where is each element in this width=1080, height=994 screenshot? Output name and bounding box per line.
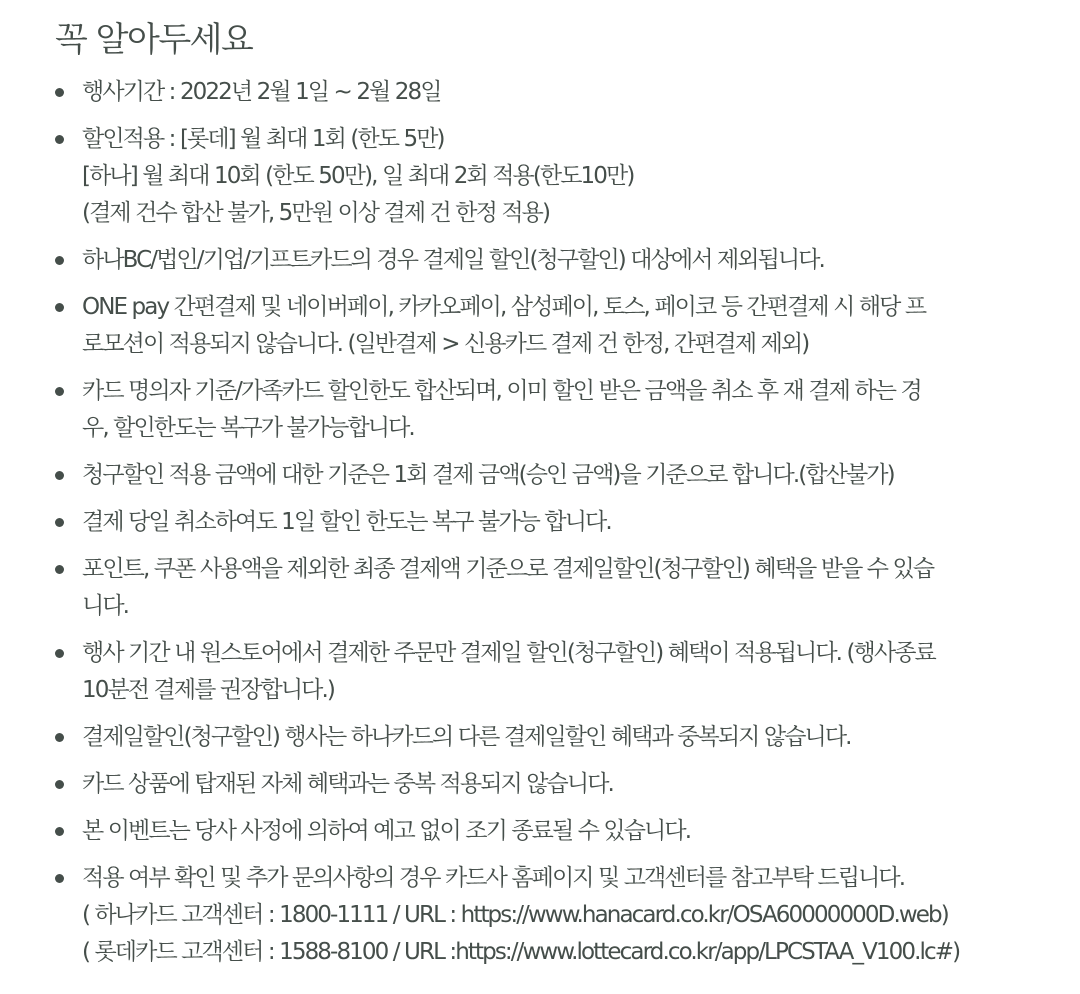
notice-line: ONE pay 간편결제 및 네이버페이, 카카오페이, 삼성페이, 토스, 페이코 등 간편결제 시 해당 프: [82, 294, 926, 320]
notice-line: 본 이벤트는 당사 사정에 의하여 예고 없이 조기 종료될 수 있습니다.: [82, 818, 691, 844]
notice-line: 카드 명의자 기준/가족카드 할인한도 합산되며, 이미 할인 받은 금액을 취소 후 재 결제 하는 경: [82, 378, 921, 404]
notice-line: 청구할인 적용 금액에 대한 기준은 1회 결제 금액(승인 금액)을 기준으로 합니다.(합산불가): [82, 462, 894, 488]
notice-item-no-duplicate-card-benefits: [55, 766, 1040, 803]
notice-item-points-coupons: [55, 551, 1040, 625]
bullet-icon: [55, 256, 64, 265]
notice-line: 결제일할인(청구할인) 행사는 하나카드의 다른 결제일할인 혜택과 중복되지 않습니다.: [82, 724, 851, 750]
bullet-icon: [55, 733, 64, 742]
notice-line: 10분전 결제를 권장합니다.): [82, 677, 334, 703]
notice-item-no-duplicate-hana: [55, 719, 1040, 756]
notice-line: 우, 할인한도는 복구가 불가능합니다.: [82, 415, 414, 441]
bullet-icon: [55, 88, 64, 97]
notice-line: 적용 여부 확인 및 추가 문의사항의 경우 카드사 홈페이지 및 고객센터를 참고부탁 드립니다.: [82, 865, 905, 891]
notice-line: 행사기간 : 2022년 2월 1일 ~ 2월 28일: [82, 79, 441, 105]
notice-item-discount-application: [55, 121, 1040, 232]
bullet-icon: [55, 565, 64, 574]
notice-line: (결제 건수 합산 불가, 5만원 이상 결제 건 한정 적용): [82, 200, 550, 226]
notice-item-excluded-cards: [55, 242, 1040, 279]
bullet-icon: [55, 649, 64, 658]
notice-item-contact-info: [55, 860, 1040, 971]
notice-item-event-period: [55, 74, 1040, 111]
notice-title: 꼭 알아두세요: [55, 20, 253, 60]
notice-list: [55, 74, 1040, 971]
bullet-icon: [55, 471, 64, 480]
notice-line: ( 하나카드 고객센터 : 1800-1111 / URL : https://www.hanacard.co.kr/OSA60000000D.web): [82, 902, 948, 928]
bullet-icon: [55, 518, 64, 527]
notice-line: 카드 상품에 탑재된 자체 혜택과는 중복 적용되지 않습니다.: [82, 771, 613, 797]
notice-line: 니다.: [82, 593, 129, 619]
bullet-icon: [55, 874, 64, 883]
notice-item-onestore-orders: [55, 635, 1040, 709]
notice-item-early-termination: [55, 813, 1040, 850]
bullet-icon: [55, 780, 64, 789]
notice-item-same-day-cancel: [55, 504, 1040, 541]
notice-line: 할인적용 : [롯데] 월 최대 1회 (한도 5만): [82, 126, 444, 152]
notice-line: 로모션이 적용되지 않습니다. (일반결제 > 신용카드 결제 건 한정, 간편결제 제외): [82, 331, 809, 357]
notice-line: 포인트, 쿠폰 사용액을 제외한 최종 결제액 기준으로 결제일할인(청구할인) 혜택을 받을 수 있습: [82, 556, 934, 582]
notice-line: 행사 기간 내 원스토어에서 결제한 주문만 결제일 할인(청구할인) 혜택이 적용됩니다. (행사종료: [82, 640, 935, 666]
bullet-icon: [55, 387, 64, 396]
notice-line: [하나] 월 최대 10회 (한도 50만), 일 최대 2회 적용(한도10만): [82, 163, 634, 189]
notice-item-discount-limit: [55, 373, 1040, 447]
notice-line: ( 롯데카드 고객센터 : 1588-8100 / URL :https://www.lottecard.co.kr/app/LPCSTAA_V100.lc#): [82, 939, 960, 965]
notice-item-billing-criteria: [55, 457, 1040, 494]
bullet-icon: [55, 827, 64, 836]
notice-item-easy-payment-exclusion: [55, 289, 1040, 363]
notice-line: 하나BC/법인/기업/기프트카드의 경우 결제일 할인(청구할인) 대상에서 제외됩니다.: [82, 247, 824, 273]
notice-line: 결제 당일 취소하여도 1일 할인 한도는 복구 불가능 합니다.: [82, 509, 611, 535]
bullet-icon: [55, 135, 64, 144]
bullet-icon: [55, 303, 64, 312]
